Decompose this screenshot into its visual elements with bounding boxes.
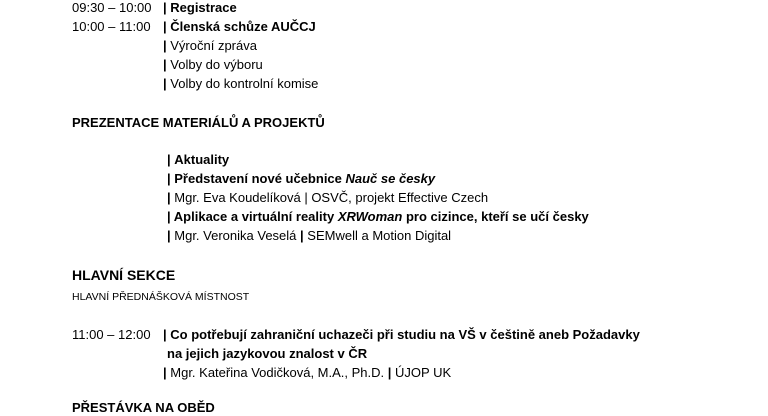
registration-entry (163, 0, 237, 16)
time-slot-talk: 11:00 – 12:00 (72, 327, 151, 342)
separator: | (167, 152, 171, 167)
separator: | (167, 209, 171, 224)
presentations-heading: PREZENTACE MATERIÁLŮ A PROJEKTŮ (72, 115, 325, 130)
presenter-org: SEMwell a Motion Digital (307, 228, 452, 243)
separator: | (167, 190, 171, 205)
speaker-org: ÚJOP UK (395, 365, 452, 380)
meeting-title: Členská schůze AUČCJ (170, 19, 316, 34)
presentation-item (167, 209, 589, 225)
separator: | (163, 19, 167, 34)
presentation-item-title-rest: pro cizince, kteří se učí česky (402, 209, 589, 224)
meeting-item-label: Výroční zpráva (170, 38, 257, 53)
presentation-item-title: Představení nové učebnice (174, 171, 346, 186)
separator: | (163, 327, 167, 342)
main-section-heading: HLAVNÍ SEKCE (72, 267, 176, 283)
registration-title: Registrace (170, 0, 237, 15)
speaker (163, 365, 451, 381)
presenter-name: Mgr. Veronika Veselá (174, 228, 297, 243)
meeting-item (163, 57, 263, 73)
presenter (167, 228, 451, 244)
presentation-item-title: Aplikace a virtuální reality (173, 209, 338, 224)
presenter (167, 190, 488, 206)
separator: | (300, 228, 304, 243)
speaker-name: Mgr. Kateřina Vodičková, M.A., Ph.D. (170, 365, 385, 380)
meeting-item-label: Volby do kontrolní komise (170, 76, 319, 91)
separator: | (387, 365, 392, 380)
talk-title: Co potřebují zahraniční uchazeči při studiu na VŠ v češtině aneb Požadavky (170, 327, 640, 342)
meeting-entry (163, 19, 316, 35)
talk-entry (163, 327, 640, 343)
lunch-break-heading: PŘESTÁVKA NA OBĚD (72, 400, 215, 415)
meeting-item-label: Volby do výboru (170, 57, 263, 72)
separator: | (163, 57, 167, 72)
product-name: XRWoman (337, 209, 403, 224)
separator: | (167, 171, 171, 186)
separator: | (167, 228, 171, 243)
time-slot-meeting: 10:00 – 11:00 (72, 19, 151, 34)
meeting-item (163, 38, 257, 54)
presentation-item (167, 152, 229, 168)
main-section-subheading: HLAVNÍ PŘEDNÁŠKOVÁ MÍSTNOST (72, 291, 250, 303)
presenter-name: Mgr. Eva Koudelíková | OSVČ, projekt Effective Czech (174, 190, 489, 205)
presentation-item (167, 171, 435, 187)
talk-title-continued: na jejich jazykovou znalost v ČR (167, 346, 368, 361)
separator: | (163, 76, 167, 91)
presentation-item-title: Aktuality (174, 152, 230, 167)
separator: | (163, 365, 167, 380)
meeting-item (163, 76, 318, 92)
separator: | (163, 38, 167, 53)
separator: | (163, 0, 167, 15)
book-title: Nauč se česky (345, 171, 436, 186)
time-slot-registration: 09:30 – 10:00 (72, 0, 152, 15)
